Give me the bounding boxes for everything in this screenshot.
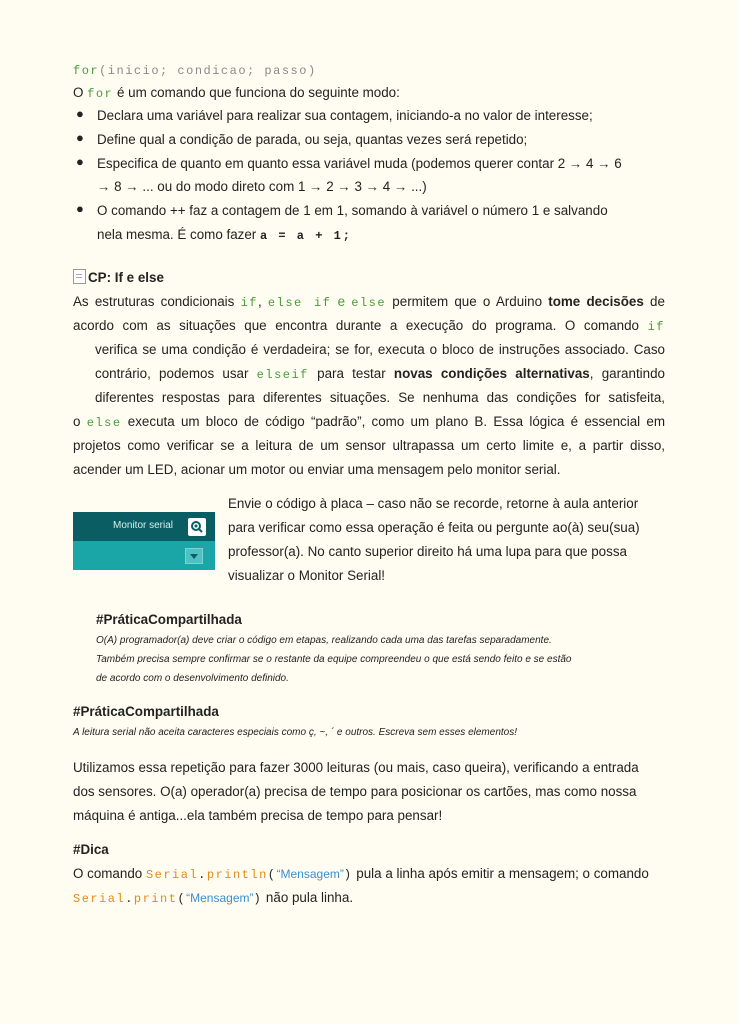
cp-text: de (643, 294, 665, 309)
for-intro-keyword: for (87, 87, 114, 101)
dica-text: O comando (73, 866, 146, 881)
code-string: “Mensagem” (186, 891, 254, 905)
code-serial: Serial (145, 868, 199, 882)
bullet-3: Especifica de quanto em quanto essa variável muda (podemos querer contar 2 → 4 → 6 (97, 156, 622, 171)
page-icon (73, 269, 86, 284)
code-dot: . (125, 892, 134, 906)
kw-if: if (240, 296, 258, 310)
bullet-dot: ● (76, 154, 84, 169)
bullet-4: O comando ++ faz a contagem de 1 em 1, somando à variável o número 1 e salvando (97, 203, 608, 218)
cp-line-2 (73, 314, 665, 339)
code-dot: . (198, 868, 207, 882)
monitor-text-4: visualizar o Monitor Serial! (228, 568, 386, 583)
code-paren: ( (177, 892, 187, 906)
kw-e: e (337, 294, 346, 309)
for-syntax (73, 58, 317, 83)
monitor-serial-screenshot (73, 512, 215, 570)
bullet-1: Declara uma variável para realizar sua contagem, iniciando-a no valor de interesse; (97, 108, 593, 123)
cp-line-1: As estruturas condicionais if, else if e else permitem que o Arduino tome decisões de (73, 294, 665, 310)
dica-text: pula a linha após emitir a mensagem; o comando (352, 866, 649, 881)
cp-text: , garantindo (589, 366, 665, 381)
cp-bold-2: novas condições alternativas (393, 366, 590, 381)
kw-else-if: else if (267, 296, 332, 310)
pratica-1-line-3: de acordo com o desenvolvimento definido. (96, 673, 289, 684)
kw-else: else (351, 296, 387, 310)
for-intro-post: é um comando que funciona do seguinte modo: (113, 85, 400, 100)
pratica-2-title: #PráticaCompartilhada (73, 704, 219, 719)
paragraph-line-3: máquina é antiga...ela também precisa de tempo para pensar! (73, 808, 443, 823)
pratica-1-line-1: O(A) programador(a) deve criar o código em etapas, realizando cada uma das tarefas separadamente. (96, 635, 552, 646)
code-print: print (133, 892, 178, 906)
code-paren: ) (253, 892, 263, 906)
bullet-4-cont (97, 223, 352, 248)
for-intro (73, 81, 400, 106)
dica-title: #Dica (73, 842, 109, 857)
code-serial: Serial (73, 892, 126, 906)
bullet-dot: ● (76, 130, 84, 145)
code-paren: ( (267, 868, 277, 882)
cp-text: permitem que o Arduino (386, 294, 549, 309)
cp-bold-1: tome decisões (548, 294, 644, 309)
cp-text: o (73, 414, 87, 429)
for-args: (inicio; condicao; passo) (99, 64, 317, 78)
code-string: “Mensagem” (276, 867, 344, 881)
monitor-text-1: Envie o código à placa – caso não se recorde, retorne à aula anterior (228, 496, 639, 511)
kw-elseif: elseif (256, 368, 309, 382)
cp-line-8: acender um LED, acionar um motor ou enviar uma mensagem pelo monitor serial. (73, 462, 561, 477)
pratica-1-title: #PráticaCompartilhada (96, 612, 242, 627)
bullet-3-cont: → 8 → ... ou do modo direto com 1 → 2 → 3 → 4 → ...) (97, 179, 427, 194)
cp-text: para testar (308, 366, 394, 381)
bullet-4-text: nela mesma. É como fazer (97, 227, 260, 242)
code-println: println (206, 868, 268, 882)
cp-text: As estruturas condicionais (73, 294, 241, 309)
for-intro-pre: O (73, 85, 88, 100)
cp-line-7 (73, 434, 665, 458)
magnifier-icon[interactable] (188, 518, 206, 536)
code-paren: ) (343, 868, 353, 882)
dica-line-1 (73, 862, 649, 887)
bullet-2: Define qual a condição de parada, ou seja, quantas vezes será repetido; (97, 132, 528, 147)
cp-text: contrário, podemos usar (95, 366, 257, 381)
monitor-text-3: professor(a). No canto superior direito há uma lupa para que possa (228, 544, 627, 559)
cp-line-6 (73, 410, 665, 435)
cp-text: projetos como verificar se a leitura de um sensor ultrapassa um certo limite e, a partir disso, (73, 438, 665, 453)
bullet-dot: ● (76, 106, 84, 121)
paragraph-line-2: dos sensores. O(a) operador(a) precisa de tempo para posicionar os cartões, mas como nossa (73, 784, 637, 799)
cp-line-3 (95, 338, 665, 362)
cp-text: diferentes respostas para diferentes situações. Se nenhuma das condições for satisfeita, (95, 390, 665, 405)
cp-text: verifica se uma condição é verdadeira; se for, executa o bloco de instruções associado. Caso (95, 342, 665, 357)
paragraph-line-1: Utilizamos essa repetição para fazer 3000 leituras (ou mais, caso queira), verificando a entrada (73, 760, 639, 775)
cp-line-4 (95, 362, 665, 387)
cp-text: executa um bloco de código “padrão”, como um plano B. Essa lógica é essencial em (121, 414, 666, 429)
kw-if: if (647, 320, 665, 334)
dica-line-2 (73, 886, 353, 911)
pratica-2-line: A leitura serial não aceita caracteres especiais como ç, ~, ´ e outros. Escreva sem esses elementos! (73, 727, 517, 738)
dica-text: não pula linha. (262, 890, 354, 905)
bullet-4-code: a = a + 1; (259, 229, 352, 243)
chevron-down-icon[interactable] (185, 548, 203, 564)
cp-text: acordo com as situações que encontra durante a execução do programa. O comando (73, 318, 648, 333)
kw-else: else (86, 416, 122, 430)
section-title-cp (73, 266, 164, 290)
cp-title: CP: If e else (88, 270, 164, 285)
bullet-dot: ● (76, 201, 84, 216)
cp-line-5 (95, 386, 665, 410)
for-keyword: for (73, 64, 100, 78)
monitor-text-2: para verificar como essa operação é feita ou pergunte ao(à) seu(sua) (228, 520, 640, 535)
monitor-serial-label: Monitor serial (113, 520, 174, 531)
pratica-1-line-2: Também precisa sempre confirmar se o restante da equipe compreendeu o que está sendo feito e se estão (96, 654, 572, 665)
